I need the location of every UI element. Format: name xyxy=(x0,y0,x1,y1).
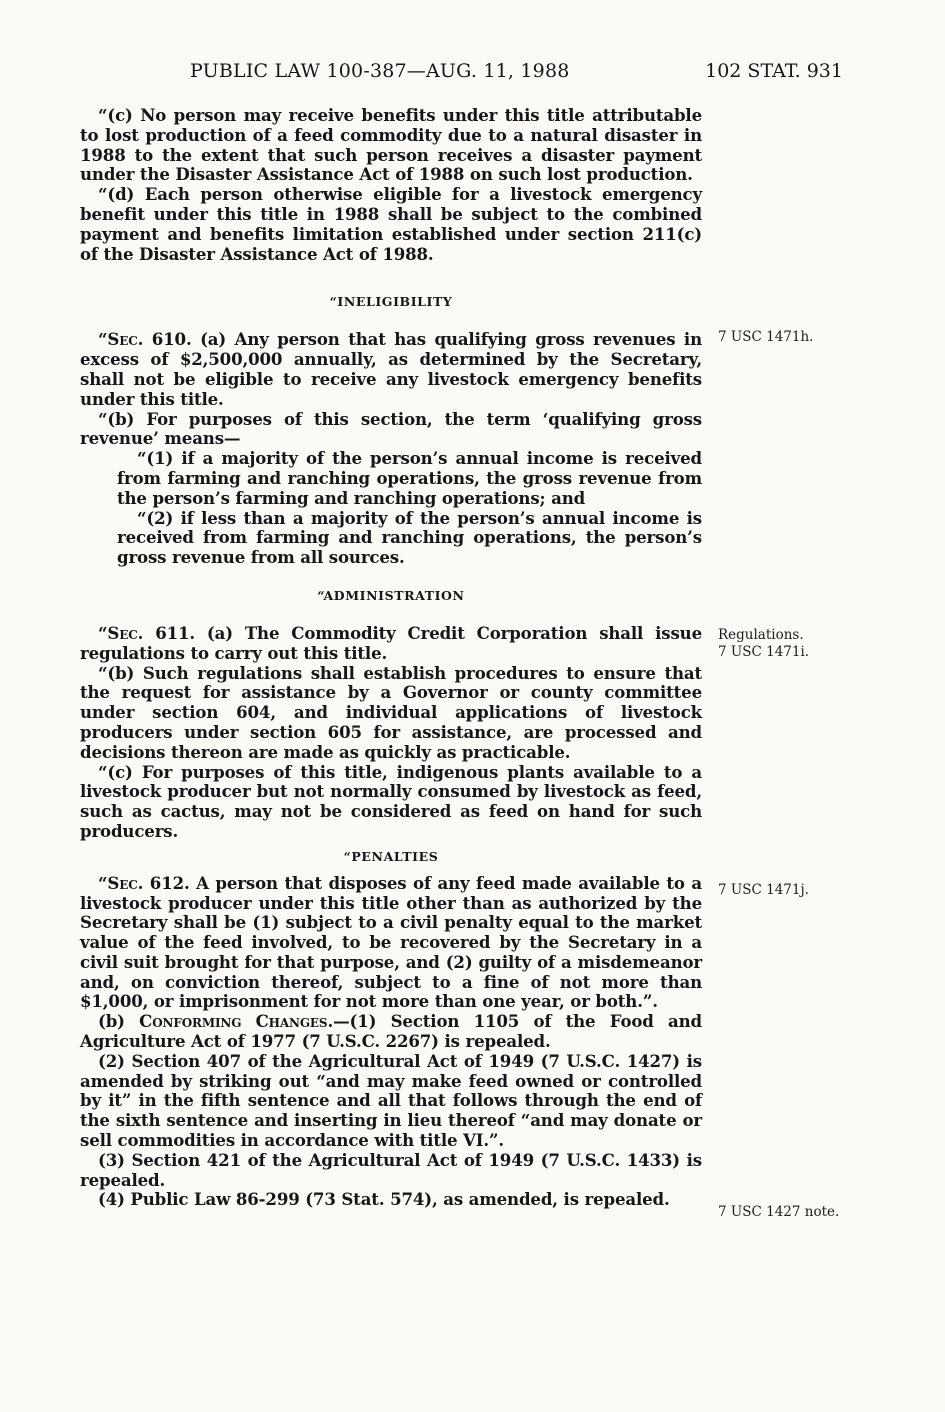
margin-note-1471j: 7 USC 1471j. xyxy=(718,882,809,898)
paragraph-c: “(c) No person may receive benefits under this title attributable to lost production of a feed commodity due to a natural disaster in 1988 to the extent that such person receives a disaster payment under the Disaster Assistance Act of 1988 on such lost production. xyxy=(80,105,702,185)
conforming-changes-4: (4) Public Law 86-299 (73 Stat. 574), as amended, is repealed. xyxy=(98,1189,670,1210)
statute-body xyxy=(80,106,702,1210)
margin-note-1471h: 7 USC 1471h. xyxy=(718,329,814,345)
section-610-b: “(b) For purposes of this section, the term ‘qualifying gross revenue’ means— xyxy=(80,408,702,449)
section-610-b1: “(1) if a majority of the person’s annual income is received from farming and ranching operations, the gross revenue from the person’s farming and ranching operations; and xyxy=(117,448,702,508)
section-611-c: “(c) For purposes of this title, indigenous plants available to a livestock producer but not normally consumed by livestock as feed, such as cactus, may not be considered as feed on hand for such producers. xyxy=(80,761,702,841)
margin-note-1427: 7 USC 1427 note. xyxy=(718,1204,840,1220)
heading-administration: “ADMINISTRATION xyxy=(317,587,465,603)
section-612: “Sec. 612. A person that disposes of any feed made available to a livestock producer under this title other than as authorized by the Secretary shall be (1) subject to a civil penalty equal to the market value of the feed involved, to be recovered by the Secretary in a civil suit brought for that purpose, and (2) guilty of a misdemeanor and, on conviction thereof, subject to a fine of not more than $1,000, or imprisonment for not more than one year, or both.”. xyxy=(80,872,702,1012)
page-citation: 102 STAT. 931 xyxy=(705,60,843,82)
heading-ineligibility: “INELIGIBILITY xyxy=(329,294,453,310)
section-611-a: “Sec. 611. (a) The Commodity Credit Corporation shall issue regulations to carry out this title. xyxy=(80,622,702,663)
section-610-a: “Sec. 610. (a) Any person that has qualifying gross revenues in excess of $2,500,000 annually, as determined by the Secretary, shall not be eligible to receive any livestock emergency benefits under this title. xyxy=(80,329,702,409)
page-header xyxy=(80,60,843,86)
margin-note-1471i: 7 USC 1471i. xyxy=(718,644,810,660)
section-610-b2: “(2) if less than a majority of the person’s annual income is received from farming and ranching operations, the person’s gross revenue from all sources. xyxy=(117,507,702,568)
margin-note-regulations: Regulations. xyxy=(718,627,804,643)
conforming-changes-1: (b) Conforming Changes.—(1) Section 1105 of the Food and Agriculture Act of 1977 (7 U.S.C. 2267) is repealed. xyxy=(80,1011,703,1052)
conforming-changes-2: (2) Section 407 of the Agricultural Act of 1949 (7 U.S.C. 1427) is amended by striking out “and may make feed owned or controlled by it” in the fifth sentence and all that follows through the end of the sixth sentence and inserting in lieu thereof “and may donate or sell commodities in accordance with title VI.”. xyxy=(80,1050,702,1151)
running-title: PUBLIC LAW 100-387—AUG. 11, 1988 xyxy=(190,60,570,82)
paragraph-d: “(d) Each person otherwise eligible for a livestock emergency benefit under this title in 1988 shall be subject to the combined payment and benefits limitation established under section 211(c) of the Disaster Assistance Act of 1988. xyxy=(80,184,702,264)
section-611-b: “(b) Such regulations shall establish procedures to ensure that the request for assistance by a Governor or county committee under section 604, and individual applications of livestock producers under section 605 for assistance, are processed and decisions thereon are made as quickly as practicable. xyxy=(80,662,702,762)
conforming-changes-3: (3) Section 421 of the Agricultural Act of 1949 (7 U.S.C. 1433) is repealed. xyxy=(80,1149,702,1190)
heading-penalties: “PENALTIES xyxy=(343,848,439,864)
